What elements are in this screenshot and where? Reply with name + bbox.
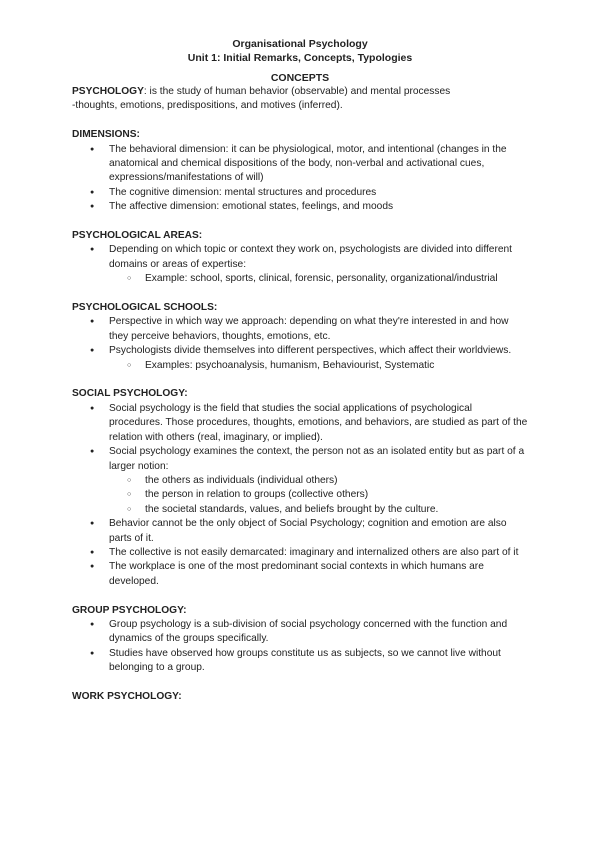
section-heading: GROUP PSYCHOLOGY:: [72, 604, 187, 616]
bullet-list: [72, 618, 528, 676]
group-section: [72, 604, 528, 676]
list-item-text: Depending on which topic or context they work on, psychologists are divided into different domains or areas of expertise:: [109, 244, 513, 270]
list-item: ● The cognitive dimension: mental structures and procedures: [72, 186, 528, 200]
document-title: Organisational Psychology: [232, 38, 368, 50]
dimensions-section: [72, 128, 528, 214]
definition-term: PSYCHOLOGY: [72, 86, 144, 97]
concepts-heading: CONCEPTS: [270, 72, 330, 84]
list-item: [72, 445, 528, 517]
schools-section: [72, 301, 528, 373]
sub-list-item: ○ the societal standards, values, and beliefs brought by the culture.: [72, 503, 528, 517]
section-heading: WORK PSYCHOLOGY:: [72, 690, 182, 702]
areas-section: [72, 229, 528, 287]
sub-list-item: ○ the others as individuals (individual others): [72, 474, 528, 488]
list-item: ● The collective is not easily demarcated: imaginary and internalized others are also part of it: [72, 546, 528, 560]
list-item: ● Social psychology is the field that studies the social applications of psychological procedures. Those procedures, thoughts, emotions, and behaviors, are studied as part of the relation with others (real, imaginary, or implied).: [72, 402, 528, 445]
sub-list-item: ○ Examples: psychoanalysis, humanism, Behaviourist, Systematic: [72, 359, 528, 373]
list-item: ● Studies have observed how groups constitute us as subjects, so we cannot live without belonging to a group.: [72, 647, 528, 676]
list-item-text: Psychologists divide themselves into different perspectives, which affect their worldviews.: [109, 345, 512, 357]
document-subtitle: Unit 1: Initial Remarks, Concepts, Typologies: [187, 52, 413, 64]
list-item: ● The affective dimension: emotional states, feelings, and moods: [72, 200, 528, 214]
title-block: [0, 37, 600, 65]
psychology-definition: [72, 85, 528, 114]
sub-list-item: ○ the person in relation to groups (collective others): [72, 488, 528, 502]
list-item: ● Group psychology is a sub-division of social psychology concerned with the function and dynamics of the groups specifically.: [72, 618, 528, 647]
sub-list-item: ○ Example: school, sports, clinical, forensic, personality, organizational/industrial: [72, 272, 528, 286]
sub-bullet-list: [109, 359, 528, 373]
list-item: ● Perspective in which way we approach: depending on what they're interested in and how they perceive behaviors, thoughts, emotions, etc.: [72, 315, 528, 344]
bullet-list: [72, 143, 528, 215]
section-heading: DIMENSIONS:: [72, 129, 140, 141]
bullet-list: [72, 243, 528, 286]
definition-text: : is the study of human behavior (observable) and mental processes: [143, 86, 451, 97]
section-heading: PSYCHOLOGICAL AREAS:: [72, 230, 203, 242]
bullet-list: [72, 315, 528, 373]
list-item: ● The behavioral dimension: it can be physiological, motor, and intentional (changes in the anatomical and chemical dispositions of the body, non-verbal and activational cues, expressions/manifestations of will): [72, 143, 528, 186]
document-body: [72, 85, 528, 704]
bullet-list: [72, 402, 528, 589]
sub-bullet-list: [109, 272, 528, 286]
sub-bullet-list: [109, 474, 528, 517]
definition-text-continued: -thoughts, emotions, predispositions, and motives (inferred).: [72, 100, 343, 112]
work-section: [72, 690, 528, 704]
list-item: [72, 243, 528, 286]
list-item-text: Social psychology examines the context, the person not as an isolated entity but as part of a larger notion:: [109, 446, 525, 472]
list-item: ● Behavior cannot be the only object of Social Psychology; cognition and emotion are also parts of it.: [72, 517, 528, 546]
list-item: ● The workplace is one of the most predominant social contexts in which humans are developed.: [72, 560, 528, 589]
section-heading: SOCIAL PSYCHOLOGY:: [72, 388, 188, 400]
list-item: [72, 344, 528, 373]
social-section: [72, 387, 528, 589]
section-heading: PSYCHOLOGICAL SCHOOLS:: [72, 302, 218, 314]
